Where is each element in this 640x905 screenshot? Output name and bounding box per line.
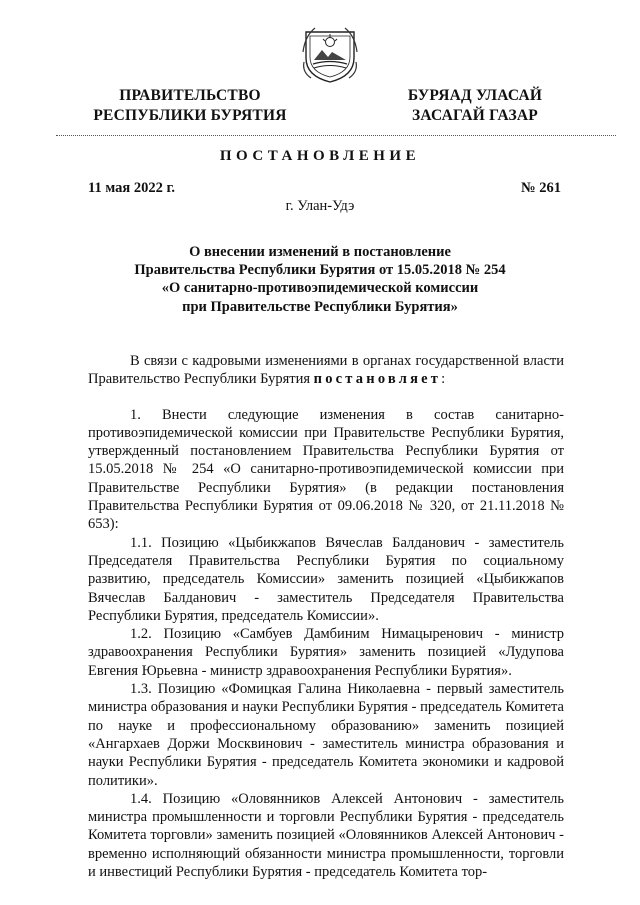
item-paragraph: 1.3. Позицию «Фомицкая Галина Николаевна - первый заместитель министра образования и науки Республики Бурятия - председатель Комитета по науке и профессиональному образованию» заменить позицией «Ангархаев Доржи Москвинович - заместитель министра образования и науки Республики Бурятия - председатель Комитета экономики и кадровой политики». xyxy=(88,681,564,789)
document-date: 11 мая 2022 г. xyxy=(88,180,176,196)
preamble-text: В связи с кадровыми изменениями в органах государственной власти Правительство Республики Бурятия xyxy=(88,353,564,388)
item-paragraph: 1.2. Позицию «Самбуев Дамбиним Нимацыренович - министр здравоохранения Республики Бурятия» заменить позицией «Лудупова Евгения Юрьевна - министр здравоохранения Республики Бурятия». xyxy=(88,626,564,679)
document-city: г. Улан-Удэ xyxy=(285,198,355,214)
document-type-title: ПОСТАНОВЛЕНИЕ xyxy=(219,148,421,164)
item-paragraph: 1.1. Позицию «Цыбикжапов Вячеслав Балданович - заместитель Председателя Правительства Республики Бурятия по социальному развитию, председатель Комиссии» заменить позицией «Цыбикжапов Вячеслав Балданович - заместитель Председателя Правительства Республики Бурятия, председатель Комиссии». xyxy=(88,534,564,624)
subject-line: при Правительстве Республики Бурятия» xyxy=(182,298,458,315)
item-paragraph: 1. Внести следующие изменения в состав санитарно-противоэпидемической комиссии при Правительстве Республики Бурятия, утвержденный постановлением Правительства Республики Бурятия от 15.05.2018 № 254 «О санитарно-противоэпидемической комиссии при Правительстве Республики Бурятия» (в редакции постановления Правительства Республики Бурятия от 09.06.2018 № 320, от 21.11.2018 № 653): xyxy=(88,406,564,533)
issuer-line: ЗАСАГАЙ ГАЗАР xyxy=(412,107,538,124)
preamble-tail: : xyxy=(441,371,446,388)
subject-line: «О санитарно-противоэпидемической комиссии xyxy=(161,280,479,297)
item-paragraph: 1.4. Позицию «Оловянников Алексей Антонович - заместитель министра промышленности и торговли Республики Бурятия - председатель Комитета торговли» заменить позицией «Оловянников Алексей Антонович - временно исполняющий обязанности министра промышленности, торговли и инвестиций Республики Бурятия - председатель Комитета тор- xyxy=(88,790,564,881)
document-body xyxy=(88,352,564,881)
subject-line: Правительства Республики Бурятия от 15.05.2018 № 254 xyxy=(134,262,506,279)
header-divider xyxy=(56,135,616,136)
issuer-name-russian xyxy=(80,86,300,126)
issuer-line: РЕСПУБЛИКИ БУРЯТИЯ xyxy=(93,107,287,124)
issuer-line: БУРЯАД УЛАСАЙ xyxy=(407,87,543,104)
buryatia-coat-of-arms-icon xyxy=(301,22,359,84)
document-number: № 261 xyxy=(521,180,561,196)
document-subject xyxy=(60,243,580,316)
preamble-paragraph xyxy=(88,352,564,389)
issuer-name-buryat xyxy=(385,86,565,126)
issuer-line: ПРАВИТЕЛЬСТВО xyxy=(119,87,261,104)
preamble-decree-word: постановляет xyxy=(313,371,442,388)
subject-line: О внесении изменений в постановление xyxy=(189,244,451,260)
